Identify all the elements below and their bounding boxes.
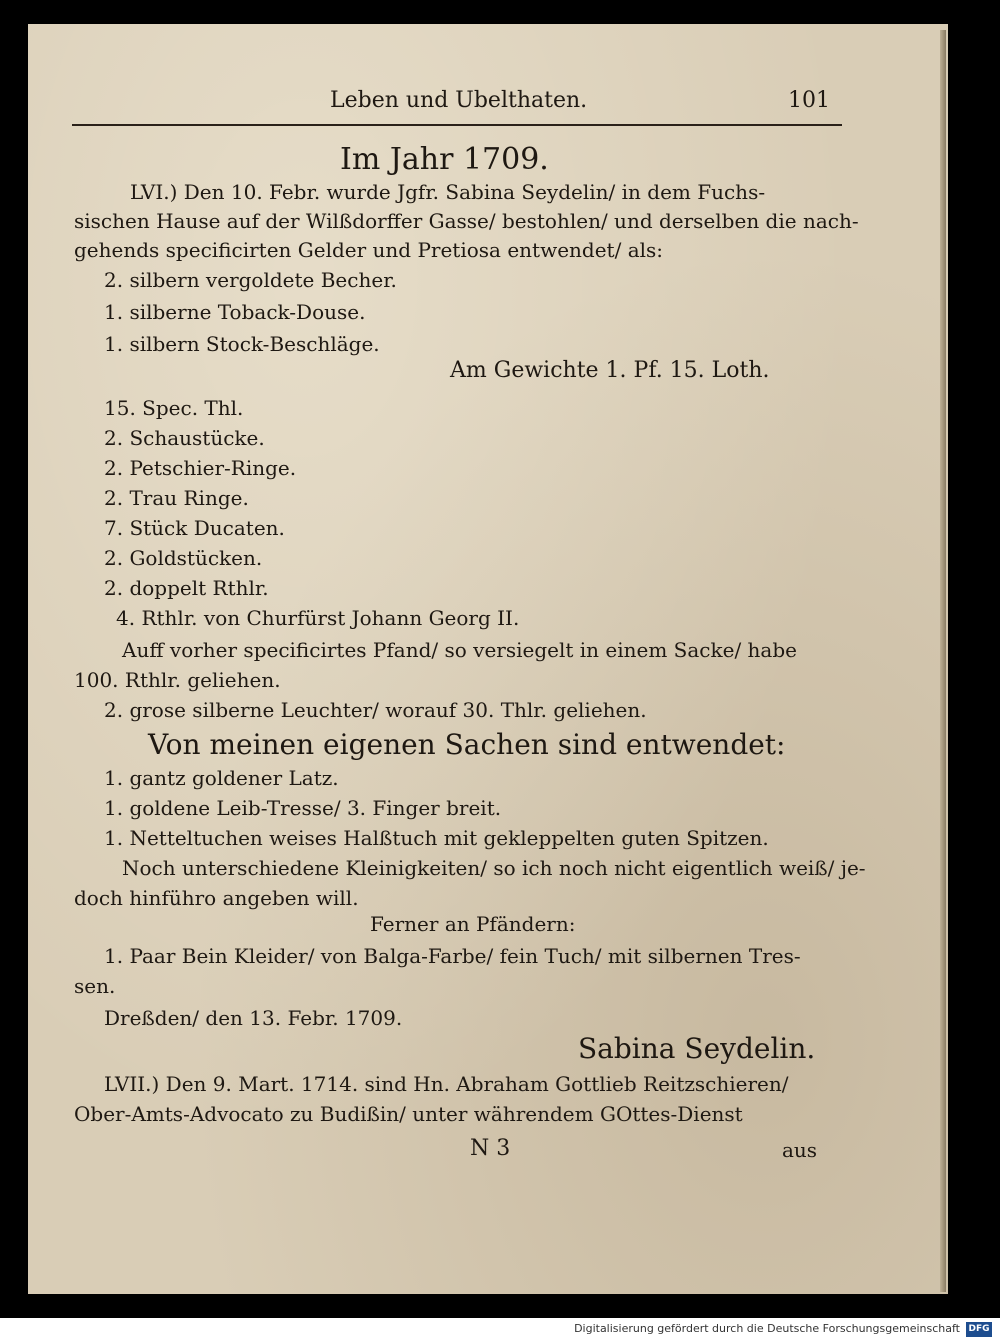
dfg-logo-icon: DFG: [966, 1322, 992, 1337]
list-item: 2. doppelt Rthlr.: [104, 576, 269, 600]
pledge-item-line-1: 1. Paar Bein Kleider/ von Balga-Farbe/ fein Tuch/ mit silbernen Tres-: [104, 944, 801, 968]
case-57-line-1: LVII.) Den 9. Mart. 1714. sind Hn. Abraham Gottlieb Reitzschieren/: [104, 1072, 789, 1096]
running-title: Leben und Ubelthaten.: [330, 88, 588, 113]
pledges-heading: Ferner an Pfändern:: [370, 912, 576, 936]
header-rule: [72, 124, 842, 126]
pledge-line-1: Auff vorher specificirtes Pfand/ so versiegelt in einem Sacke/ habe: [122, 638, 797, 662]
dateline: Dreßden/ den 13. Febr. 1709.: [104, 1006, 403, 1030]
pledge-line-3: 2. grose silberne Leuchter/ worauf 30. Thlr. geliehen.: [104, 698, 647, 722]
list-item: 2. silbern vergoldete Becher.: [104, 268, 397, 292]
list-item: 15. Spec. Thl.: [104, 396, 244, 420]
misc-line-2: doch hinführo angeben will.: [74, 886, 359, 910]
misc-line-1: Noch unterschiedene Kleinigkeiten/ so ich noch nicht eigentlich weiß/ je-: [122, 856, 866, 880]
pledge-item-line-2: sen.: [74, 974, 116, 998]
footer-bar: [0, 1318, 1000, 1342]
case-56-line-3: gehends specificirten Gelder und Pretiosa entwendet/ als:: [74, 238, 664, 262]
pledge-line-2: 100. Rthlr. geliehen.: [74, 668, 281, 692]
case-56-line-1: LVI.) Den 10. Febr. wurde Jgfr. Sabina Seydelin/ in dem Fuchs-: [130, 180, 766, 204]
catchword: aus: [782, 1138, 818, 1162]
list-item: 1. silbern Stock-Beschläge.: [104, 332, 380, 356]
case-57-line-2: Ober-Amts-Advocato zu Budißin/ unter währendem GOttes-Dienst: [74, 1102, 743, 1126]
list-item: 2. Schaustücke.: [104, 426, 265, 450]
signature: Sabina Seydelin.: [578, 1032, 816, 1065]
list-item: 1. silberne Toback-Douse.: [104, 300, 366, 324]
page-number: 101: [788, 88, 830, 113]
signature-mark: N 3: [470, 1136, 511, 1161]
page-edge: [940, 30, 946, 1292]
own-things-heading: Von meinen eigenen Sachen sind entwendet:: [148, 728, 786, 761]
footer-credit: Digitalisierung gefördert durch die Deutsche Forschungsgemeinschaft: [574, 1322, 960, 1335]
list-item: 2. Goldstücken.: [104, 546, 263, 570]
list-item: 2. Trau Ringe.: [104, 486, 249, 510]
list-item: 2. Petschier-Ringe.: [104, 456, 297, 480]
case-56-line-2: sischen Hause auf der Wilßdorffer Gasse/ bestohlen/ und derselben die nach-: [74, 209, 859, 233]
weight-note: Am Gewichte 1. Pf. 15. Loth.: [450, 358, 770, 383]
list-item: 4. Rthlr. von Churfürst Johann Georg II.: [116, 606, 520, 630]
list-item: 1. Netteltuchen weises Halßtuch mit gekleppelten guten Spitzen.: [104, 826, 769, 850]
list-item: 1. gantz goldener Latz.: [104, 766, 339, 790]
year-heading: Im Jahr 1709.: [340, 142, 549, 177]
list-item: 1. goldene Leib-Tresse/ 3. Finger breit.: [104, 796, 502, 820]
list-item: 7. Stück Ducaten.: [104, 516, 285, 540]
